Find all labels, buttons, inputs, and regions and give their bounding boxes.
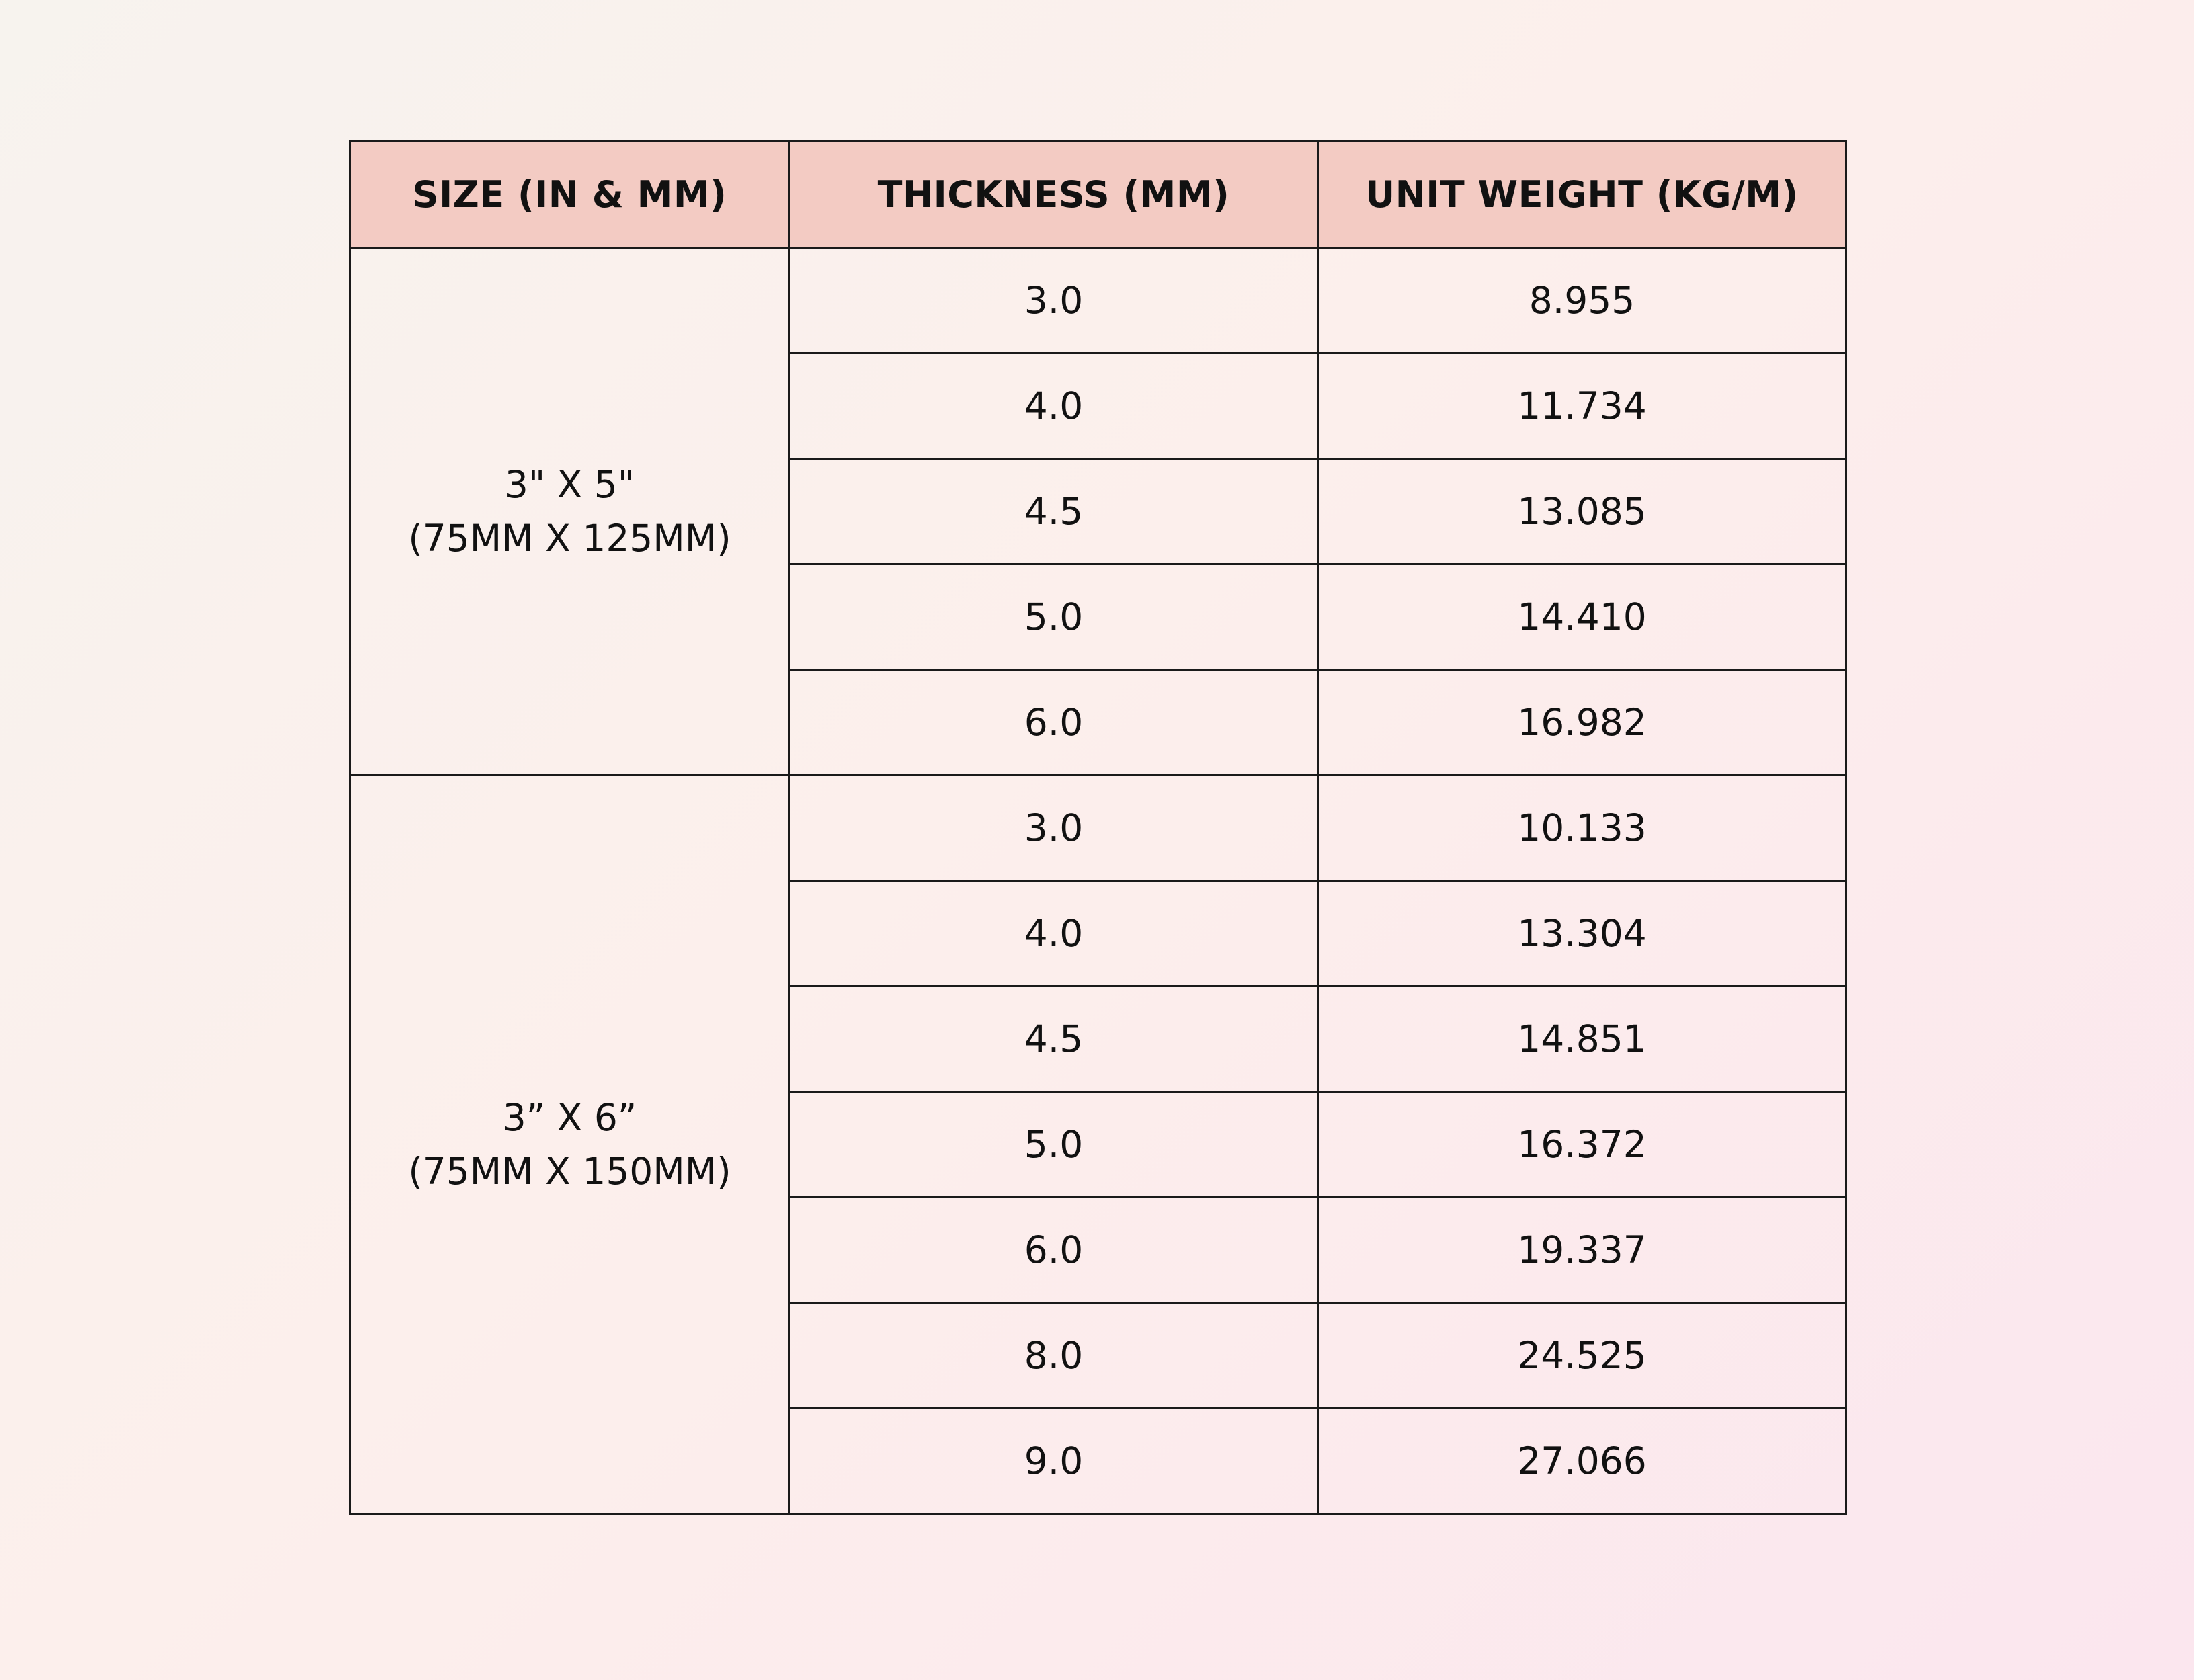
- header-thickness: THICKNESS (MM): [790, 142, 1318, 248]
- weight-table: [349, 140, 1847, 1515]
- thickness-cell: 5.0: [790, 564, 1318, 670]
- header-unit-weight: UNIT WEIGHT (KG/M): [1318, 142, 1846, 248]
- weight-cell: 13.304: [1318, 881, 1846, 986]
- size-inches: 3” X 6”: [502, 1096, 637, 1139]
- thickness-cell: 3.0: [790, 775, 1318, 881]
- header-size: SIZE (IN & MM): [350, 142, 790, 248]
- weight-cell: 16.372: [1318, 1092, 1846, 1198]
- thickness-cell: 4.5: [790, 459, 1318, 564]
- weight-cell: 14.851: [1318, 986, 1846, 1092]
- thickness-cell: 5.0: [790, 1092, 1318, 1198]
- weight-table-container: [349, 140, 1845, 1515]
- table-row: [350, 248, 1846, 353]
- size-cell-3x6: [350, 775, 790, 1514]
- weight-cell: 16.982: [1318, 670, 1846, 775]
- weight-cell: 8.955: [1318, 248, 1846, 353]
- thickness-cell: 4.0: [790, 353, 1318, 459]
- weight-cell: 13.085: [1318, 459, 1846, 564]
- thickness-cell: 9.0: [790, 1409, 1318, 1514]
- thickness-cell: 4.5: [790, 986, 1318, 1092]
- weight-cell: 14.410: [1318, 564, 1846, 670]
- thickness-cell: 6.0: [790, 1198, 1318, 1303]
- weight-cell: 24.525: [1318, 1303, 1846, 1409]
- header-row: [350, 142, 1846, 248]
- weight-cell: 10.133: [1318, 775, 1846, 881]
- weight-cell: 19.337: [1318, 1198, 1846, 1303]
- thickness-cell: 3.0: [790, 248, 1318, 353]
- weight-cell: 11.734: [1318, 353, 1846, 459]
- thickness-cell: 8.0: [790, 1303, 1318, 1409]
- thickness-cell: 4.0: [790, 881, 1318, 986]
- weight-cell: 27.066: [1318, 1409, 1846, 1514]
- size-inches: 3" X 5": [504, 463, 635, 506]
- thickness-cell: 6.0: [790, 670, 1318, 775]
- size-mm: (75MM X 150MM): [408, 1150, 731, 1193]
- size-cell-3x5: [350, 248, 790, 775]
- table-row: [350, 775, 1846, 881]
- size-mm: (75MM X 125MM): [408, 517, 731, 560]
